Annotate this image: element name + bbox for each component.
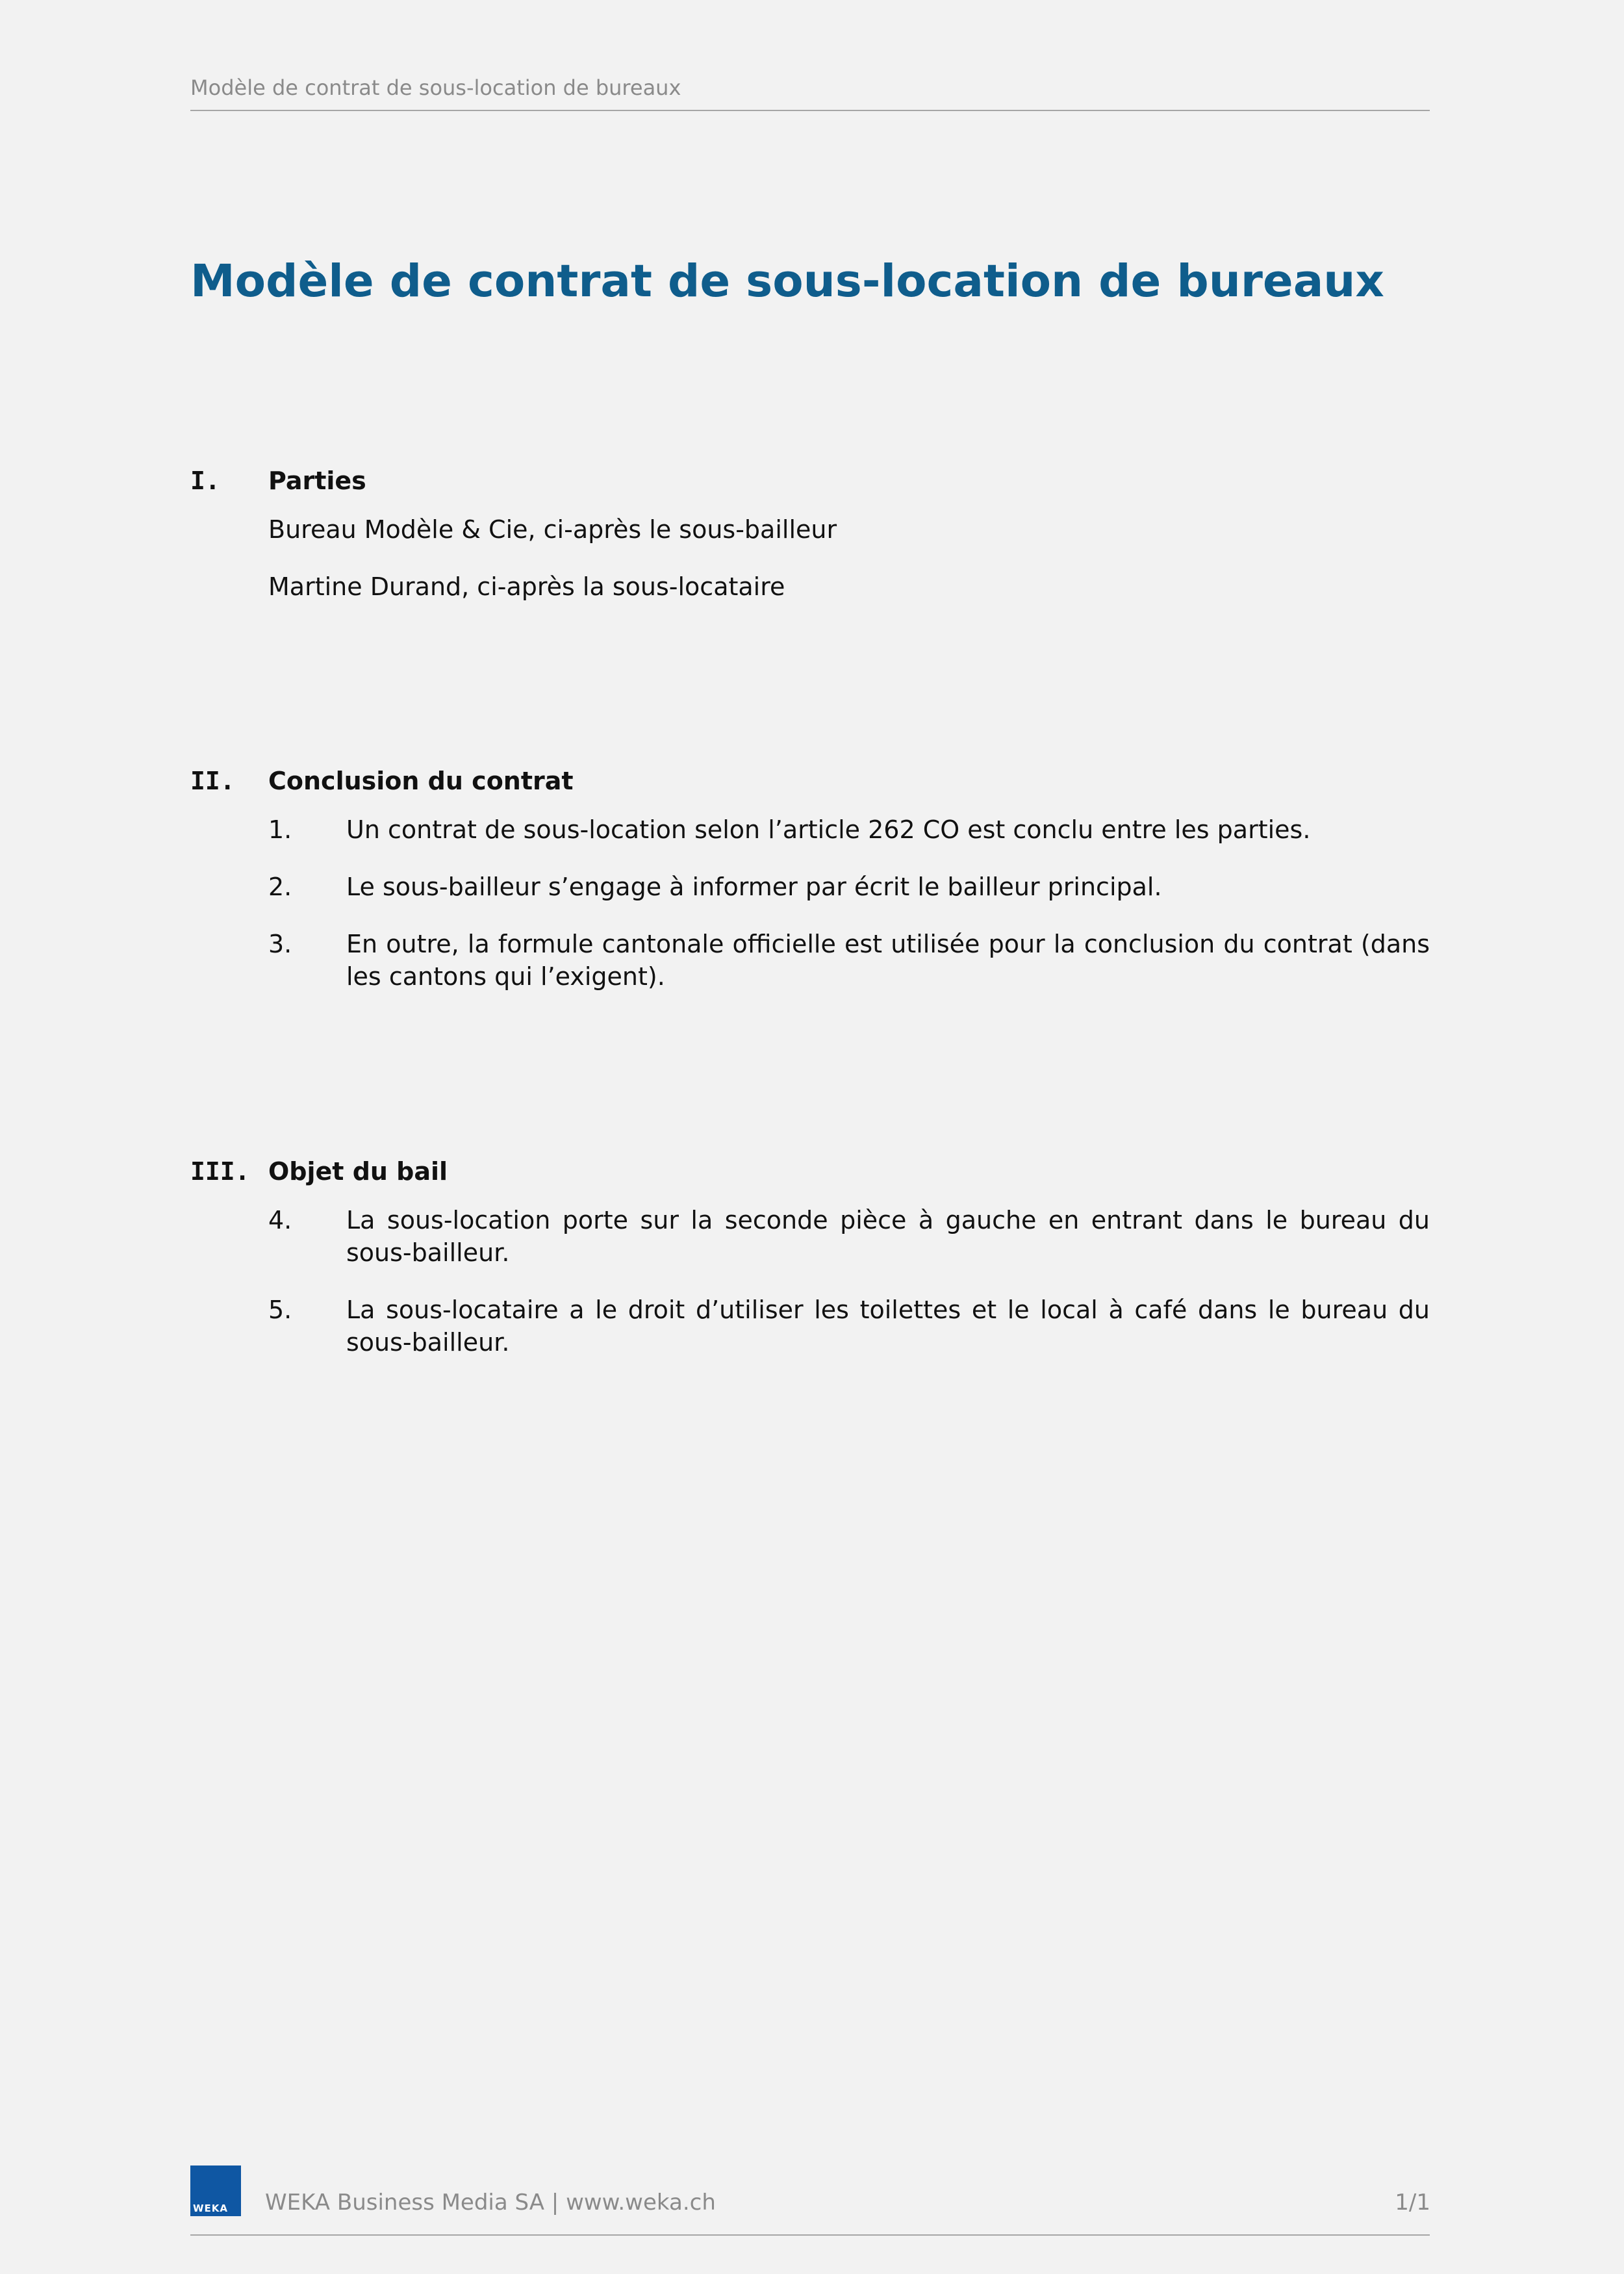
section-title: Parties [268,466,366,495]
header-rule [190,110,1430,111]
party-subtenant: Martine Durand, ci-après la sous-locataire [268,572,785,601]
list-item [268,871,1430,903]
party-sublessor: Bureau Modèle & Cie, ci-après le sous-bailleur [268,515,837,544]
page-number: 1/1 [1395,2190,1430,2216]
footer-rule [190,2234,1430,2236]
running-header: Modèle de contrat de sous-location de bureaux [190,75,681,100]
weka-logo [190,2165,241,2216]
list-item [268,1204,1430,1269]
section-title: Objet du bail [268,1157,448,1186]
item-text: En outre, la formule cantonale officielle est utilisée pour la conclusion du contrat (dans les cantons qui l’exigent). [346,930,1430,991]
item-text: Un contrat de sous-location selon l’article 262 CO est conclu entre les parties. [346,815,1311,844]
item-text: La sous-locataire a le droit d’utiliser les toilettes et le local à café dans le bureau du sous-bailleur. [346,1296,1430,1357]
section-number: III. [190,1157,250,1186]
logo-text: WEKA [193,2203,229,2214]
item-number: 2. [268,873,292,901]
section-object [190,1155,1430,1370]
section-number: I. [190,466,220,495]
list-item [268,1294,1430,1359]
item-text: La sous-location porte sur la seconde pièce à gauche en entrant dans le bureau du sous-bailleur. [346,1206,1430,1267]
section-parties [190,465,1430,601]
section-title: Conclusion du contrat [268,767,574,795]
section-number: II. [190,767,235,795]
item-text: Le sous-bailleur s’engage à informer par écrit le bailleur principal. [346,873,1162,901]
section-conclusion [190,765,1430,999]
item-number: 3. [268,930,292,958]
document-title: Modèle de contrat de sous-location de bureaux [190,255,1384,307]
list-item [268,813,1430,846]
item-number: 5. [268,1296,292,1324]
item-number: 1. [268,815,292,844]
footer-publisher: WEKA Business Media SA | www.weka.ch [265,2190,716,2216]
list-item [268,928,1430,993]
item-number: 4. [268,1206,292,1234]
